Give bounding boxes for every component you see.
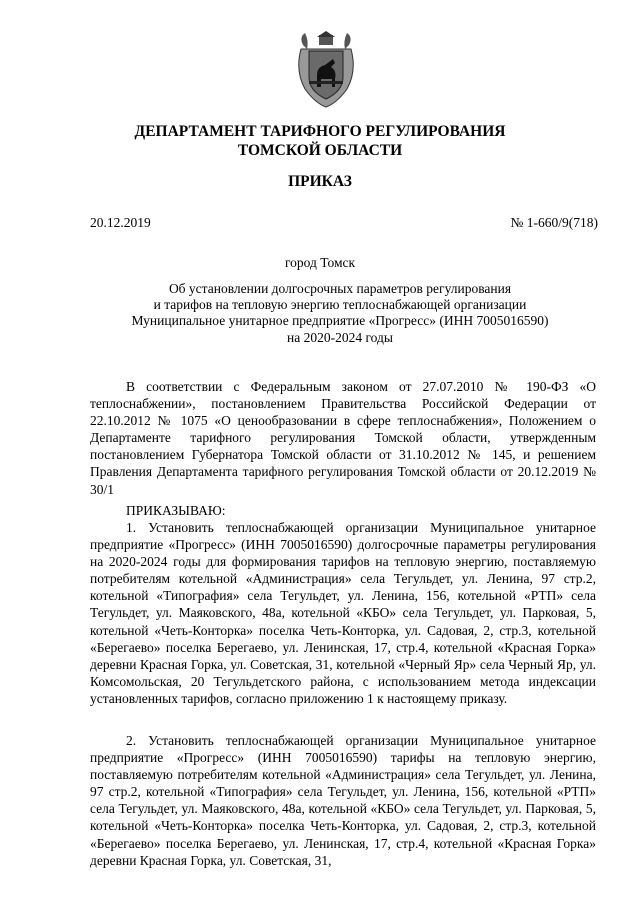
document-number: № 1-660/9(718) — [510, 215, 598, 230]
subject-line: Муниципальное унитарное предприятие «Прогресс» (ИНН 7005016590) — [131, 313, 549, 329]
subject-line: Об установлении долгосрочных параметров регулирования — [168, 281, 512, 296]
subject-line: на 2020-2024 годы — [287, 329, 393, 345]
order-item-1: 1. Установить теплоснабжающей организации Муниципальное унитарное предприятие «Прогресс» (ИНН 7005016590) долгосрочные параметры регулирования на 2020-2024 годы для формирования тарифов на тепловую энергию, поставляемую потребителям котельной «Администрация» села Тегульдет, ул. Ленина, 97 стр.2, котельной «Типография» села Тегульдет, ул. Ленина, 156, котельной «РТП» села Тегульдет, ул. Маяковского, 48а, котельной «КБО» села Тегульдет, ул. Парковая, 5, котельной «Четь-Конторка» поселка Четь-Конторка, ул. Садовая, 2, стр.3, котельной «Берегаево» поселка Берегаево, ул. Ленинская, 17, стр.4, котельной «Красная Горка» деревни Красная Горка, ул. Советская, 31, котельной «Черный Яр» села Черный Яр, ул. Комсомольская, 20 Тегульдетского района, с использованием метода индексации установленных тарифов, согласно приложению 1 к настоящему приказу. — [90, 520, 596, 706]
document-subject — [60, 281, 620, 346]
coat-of-arms-icon — [295, 31, 357, 109]
document-city: город Томск — [284, 255, 356, 270]
department-name — [0, 122, 640, 160]
order-word: ПРИКАЗЫВАЮ: — [126, 503, 226, 518]
department-name-line1: ДЕПАРТАМЕНТ ТАРИФНОГО РЕГУЛИРОВАНИЯ — [134, 123, 506, 140]
document-type: ПРИКАЗ — [288, 173, 352, 190]
subject-line: и тарифов на тепловую энергию теплоснабжающей организации — [153, 297, 527, 313]
order-item-2: 2. Установить теплоснабжающей организации Муниципальное унитарное предприятие «Прогресс» (ИНН 7005016590) тарифы на тепловую энергию, поставляемую потребителям котельной «Администрация» села Тегульдет, ул. Ленина, 97 стр.2, котельной «Типография» села Тегульдет, ул. Ленина, 156, котельной «РТП» села Тегульдет, ул. Маяковского, 48а, котельной «КБО» села Тегульдет, ул. Парковая, 5, котельной «Четь-Конторка» поселка Четь-Конторка, ул. Садовая, 2, стр.3, котельной «Берегаево» поселка Берегаево, ул. Ленинская, 17, стр.4, котельной «Красная Горка» деревни Красная Горка, ул. Советская, 31, — [90, 733, 596, 868]
document-date: 20.12.2019 — [90, 215, 151, 230]
department-name-line2: ТОМСКОЙ ОБЛАСТИ — [237, 142, 403, 159]
preamble-paragraph: В соответствии с Федеральным законом от 27.07.2010 № 190-ФЗ «О теплоснабжении», постановлением Правительства Российской Федерации от 22.10.2012 № 1075 «О ценообразовании в сфере теплоснабжения», Положением о Департаменте тарифного регулирования Томской области, утвержденным постановлением Губернатора Томской области от 31.10.2012 № 145, и решением Правления Департамента тарифного регулирования Томской области от 20.12.2019 № 30/1 — [90, 379, 596, 497]
